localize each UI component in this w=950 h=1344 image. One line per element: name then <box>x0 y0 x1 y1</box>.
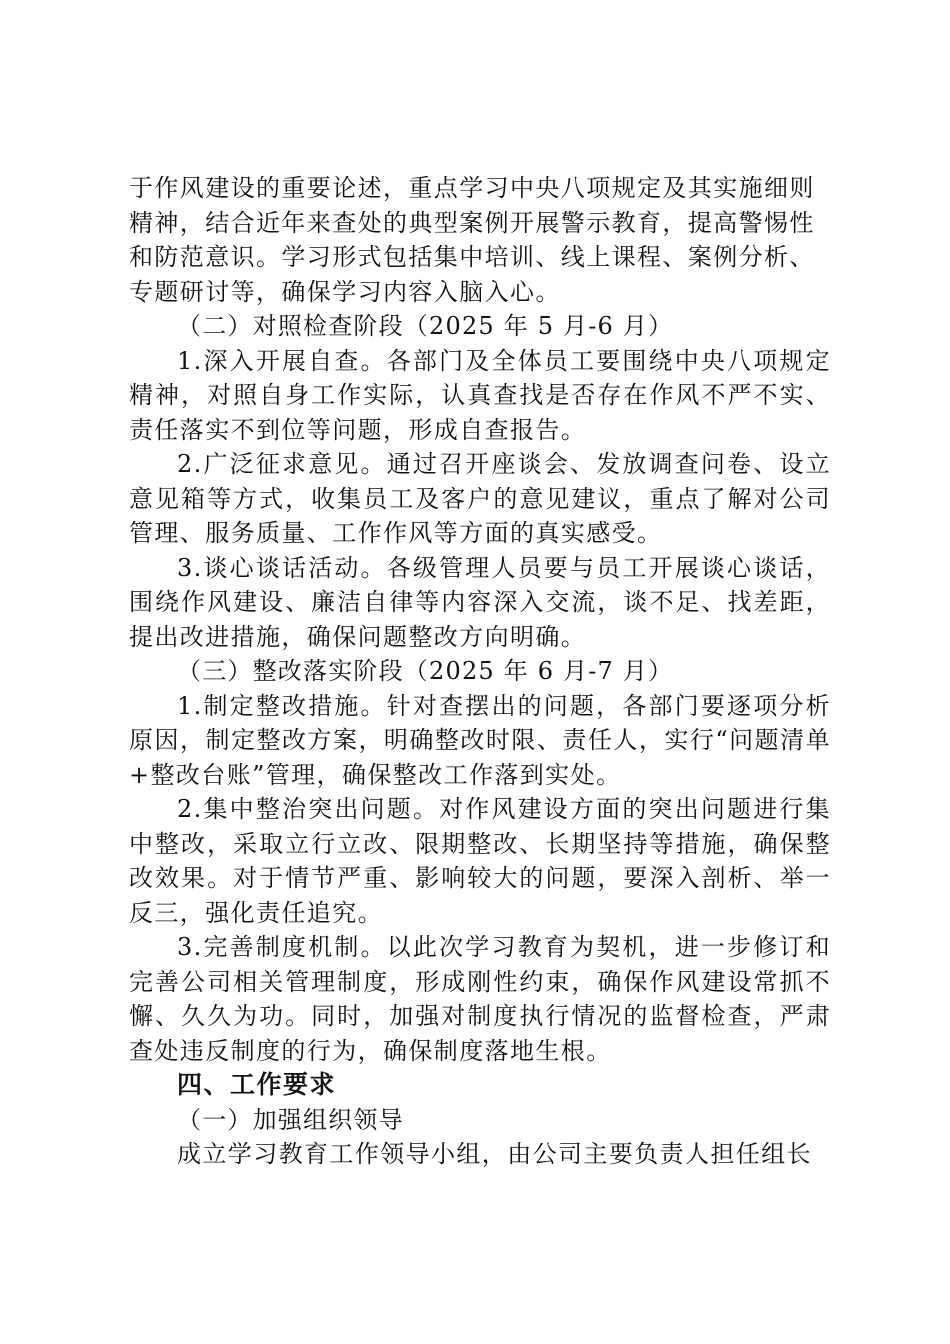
stage3-item-3: 3.完善制度机制。以此次学习教育为契机，进一步修订和完善公司相关管理制度，形成刚性约束，确保作风建设常抓不懈、久久为功。同时，加强对制度执行情况的监督检查，严肃查处违反制度的行为，确保制度落地生根。 <box>129 933 831 1065</box>
intro-line-1: 于作风建设的重要论述，重点学习中央八项规定及其实施细则 <box>129 174 815 202</box>
stage2-item-2: 2.广泛征求意见。通过召开座谈会、发放调查问卷、设立意见箱等方式，收集员工及客户的意见建议，重点了解对公司管理、服务质量、工作作风等方面的真实感受。 <box>129 450 831 547</box>
intro-line-2: 精神，结合近年来查处的典型案例开展警示教育，提高警惕性 <box>129 208 815 237</box>
section4-heading: 四、工作要求 <box>177 1070 337 1099</box>
section4-paragraph-1: 成立学习教育工作领导小组，由公司主要负责人担任组长 <box>177 1140 812 1168</box>
intro-line-4: 专题研讨等，确保学习内容入脑入心。 <box>129 277 561 306</box>
stage3-item-1: 1.制定整改措施。针对查摆出的问题，各部门要逐项分析原因，制定整改方案，明确整改时限、责任人，实行“问题清单+整改台账”管理，确保整改工作落到实处。 <box>129 691 831 789</box>
stage3-title: （三）整改落实阶段（2025 年 6 月-7 月） <box>177 657 674 685</box>
stage2-item-3: 3.谈心谈话活动。各级管理人员要与员工开展谈心谈话，围绕作风建设、廉洁自律等内容深入交流，谈不足、找差距，提出改进措施，确保问题整改方向明确。 <box>129 553 831 651</box>
stage3-item-2: 2.集中整治突出问题。对作风建设方面的突出问题进行集中整改，采取立行立改、限期整改、长期坚持等措施，确保整改效果。对于情节严重、影响较大的问题，要深入剖析、举一反三，强化责任追究。 <box>129 795 831 927</box>
stage2-item-1: 1.深入开展自查。各部门及全体员工要围绕中央八项规定精神，对照自身工作实际，认真查找是否存在作风不严不实、责任落实不到位等问题，形成自查报告。 <box>129 346 831 444</box>
section4-subheading-1: （一）加强组织领导 <box>177 1105 404 1134</box>
intro-line-3: 和防范意识。学习形式包括集中培训、线上课程、案例分析、 <box>129 243 815 271</box>
stage2-title: （二）对照检查阶段（2025 年 5 月-6 月） <box>177 312 674 340</box>
document-page <box>129 171 831 1172</box>
